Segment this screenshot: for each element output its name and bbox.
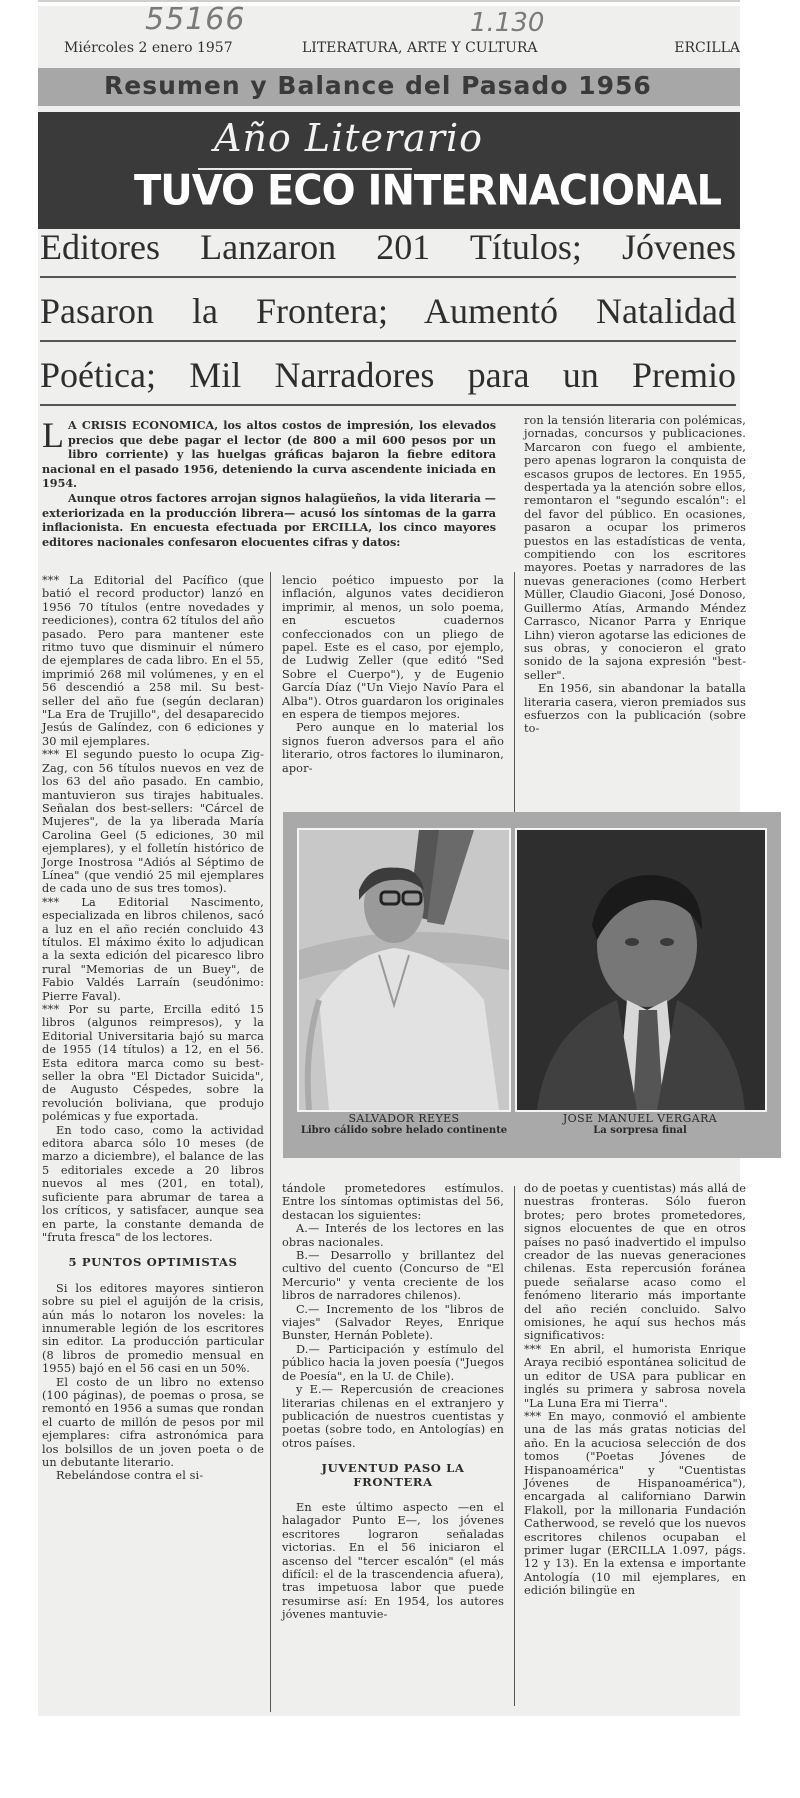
list-item: D.— Participación y estímulo del público hacia la joven poesía ("Juegos de Poesía", en la U. de Chile). (282, 1342, 504, 1383)
column-divider (514, 572, 515, 812)
list-item: C.— Incremento de los "libros de viajes" (Salvador Reyes, Enrique Bunster, Hernán Poblete). (282, 1302, 504, 1343)
paragraph: do de poetas y cuentistas) más allá de nuestras fronteras. Sólo fueron brotes; pero brotes prometedores, signos elocuentes de que en otros países no pasó inadvertido el impulso creador de las nuevas generaciones chilenas. Esta repercusión foránea puede señalarse acaso como el fenómeno literario más importante del año recién concluido. Salvo omisiones, he aquí sus hechos más significativos: (524, 1182, 746, 1343)
subheading: JUVENTUD PASO LA FRONTERA (321, 1461, 465, 1489)
paragraph: *** Por su parte, Ercilla editó 15 libros (algunos reimpresos), y la Editorial Universitaria bajó su marca de 1955 (14 títulos) a 12, en el 56. Esta editora marca como su best-seller la obra "El Dictador Suicida", de Augusto Céspedes, sobre la revolución boliviana, que produjo polémicas y fue exportada. (42, 1003, 264, 1124)
subheading: 5 PUNTOS OPTIMISTAS (68, 1255, 238, 1270)
paragraph: En este último aspecto —en el halagador Punto E—, los jóvenes escritores lograron señaladas victorias. En el 56 iniciaron el ascenso del "tercer escalón" (el más difícil: el de la trascendencia afuera), tras impetuosa labor que puede resumirse así: En 1954, los autores jóvenes mantuvie- (282, 1500, 504, 1622)
column-divider (270, 572, 271, 1712)
handwritten-archive-number: 55166 (145, 2, 246, 37)
paragraph: ron la tensión literaria con polémicas, jornadas, concursos y publicaciones. Marcaron con fuego el ambiente, pero apenas lograron la conquista de escasos grupos de lectores. En 1955, despertada ya la atención sobre ellos, remontaron el "segundo escalón": el del favor del público. En ocasiones, pasaron a ocupar los primeros puestos en las estadísticas de venta, compitiendo con los escritores mayores. Poetas y narradores de las nuevas generaciones (como Herbert Müller, Claudio Giaconi, José Donoso, Guillermo Atías, Armando Méndez Carrasco, Nicanor Parra y Enrique Lihn) vieron agotarse las ediciones de sus obras, y conocieron el grato sonido de la sajona expresión "best-seller". (524, 414, 747, 682)
issue-date: Miércoles 2 enero 1957 (64, 40, 233, 56)
caption-text: La sorpresa final (593, 1125, 687, 1136)
headline-rule (40, 276, 736, 278)
script-title: Año Literario (214, 116, 484, 160)
column-3-top (524, 414, 746, 736)
paragraph: En 1956, sin abandonar la batalla literaria casera, vieron premiados sus esfuerzos con la publicación (sobre to- (524, 682, 746, 736)
column-2-top (282, 574, 504, 775)
main-title: TUVO ECO INTERNACIONAL (134, 166, 721, 216)
lead-text-1: A CRISIS ECONOMICA, los altos costos de impresión, los elevados precios que debe pagar el lector (de 800 a mil 600 pesos por un libro corriente) y las huelgas gráficas bajaron la fiebre editora nacional en el pasado 1956, deteniendo la curva ascendente iniciada en 1954. (42, 418, 496, 491)
paragraph: tándole prometedores estímulos. Entre los síntomas optimistas del 56, destacan los siguientes: (282, 1182, 504, 1222)
headline-line-3: Poética; Mil Narradores para un Premio (40, 355, 736, 395)
paragraph: *** En abril, el humorista Enrique Araya recibió espontánea solicitud de un editor de USA para publicar en inglés su primera y sabrosa novela "La Luna Era mi Tierra". (524, 1342, 746, 1410)
paragraph: *** La Editorial del Pacífico (que batió el record productor) lanzó en 1956 70 títulos (entre novedades y reediciones), contra 62 títulos del año pasado. Pero para mantener este ritmo tuvo que disminuir el número de ejemplares de cada libro. En el 55, imprimió 268 mil volúmenes, y en el 56 descendió a 258 mil. Su best-seller del año fue (según declaran) "La Era de Trujillo", del desaparecido Jesús de Galíndez, con 6 ediciones y 30 mil ejemplares. (42, 574, 264, 748)
clipping-top-edge (38, 0, 740, 2)
paragraph: Pero aunque en lo material los signos fueron adversos para el año literario, otros factores lo iluminaron, apor- (282, 721, 504, 775)
paragraph: lencio poético impuesto por la inflación, algunos vates decidieron imprimir, al menos, un solo poema, en escuetos cuadernos confeccionados con un pliego de papel. Este es el caso, por ejemplo, de Ludwig Zeller (que editó "Sed Sobre el Cuerpo"), y de Eugenio García Díaz ("Un Viejo Navío Para el Alba"). Otros guardaron los originales en espera de tiempos mejores. (282, 574, 504, 722)
caption-name: SALVADOR REYES (348, 1112, 460, 1125)
magazine-name: ERCILLA (674, 40, 740, 56)
paragraph: *** La Editorial Nascimento, especializada en libros chilenos, sacó a luz en el año recién concluido 43 títulos. El máximo éxito lo adjudican a la sexta edición del picaresco libro rural "Memorias de un Buey", de Fabio Valdés Larraín (seudónimo: Pierre Faval). (42, 895, 264, 1003)
paragraph: En todo caso, como la actividad editora abarca sólo 10 meses (de marzo a diciembre), el balance de las 5 editoriales excede a 20 libros nuevos al mes (201, en total), suficiente para abrumar de tarea a los críticos, y satisfacer, aunque sea en parte, la constante demanda de "fruta fresca" de los lectores. (42, 1123, 264, 1244)
list-item: B.— Desarrollo y brillantez del cultivo del cuento (Concurso de "El Mercurio" y venta creciente de los libros de narradores chilenos). (282, 1249, 504, 1303)
headline-rule (40, 340, 736, 342)
photo-caption-right (515, 1112, 765, 1136)
caption-text: Libro cálido sobre helado continente (300, 1125, 508, 1136)
column-divider (514, 1186, 515, 1706)
headline-rule (40, 404, 736, 406)
caption-name: JOSE MANUEL VERGARA (562, 1112, 718, 1125)
band-title: Resumen y Balance del Pasado 1956 (104, 71, 652, 100)
column-3-bottom (524, 1182, 746, 1598)
column-2-bottom (282, 1182, 504, 1622)
handwritten-page-number: 1.130 (470, 8, 545, 38)
photo-jose-manuel-vergara (515, 828, 767, 1112)
photo-panel (283, 812, 781, 1158)
headline-line-1: Editores Lanzaron 201 Títulos; Jóvenes (40, 227, 736, 267)
masthead (38, 40, 740, 62)
portrait-man-glasses-image (299, 830, 509, 1110)
headline-line-2: Pasaron la Frontera; Aumentó Natalidad (40, 291, 736, 331)
lead-paragraph (42, 415, 496, 549)
drop-cap: L (42, 415, 64, 455)
paragraph: Rebelándose contra el si- (56, 1469, 204, 1483)
paragraph: Si los editores mayores sintieron sobre su piel el aguijón de la crisis, aún más lo notaron los noveles: la innumerable legión de los escritores sin editor. La producción particular (8 libros de promedio mensual en 1955) bajó en el 56 casi en un 50%. (42, 1281, 264, 1376)
banner-dark (38, 112, 740, 229)
lead-text-2: Aunque otros factores arrojan signos halagüeños, la vida literaria —exteriorizada en la producción librera— acusó los síntomas de la garra inflacionista. En encuesta efectuada por ERCILLA, los cinco mayores editores nacionales confesaron elocuentes cifras y datos: (42, 490, 496, 549)
paragraph: El costo de un libro no extenso (100 páginas), de poemas o prosa, se remontó en 1956 a sumas que rondan el cuarto de millón de pesos por mil ejemplares: cifra astronómica para los bolsillos de un joven poeta o de un debutante literario. (42, 1375, 264, 1469)
paragraph: *** El segundo puesto lo ocupa Zig-Zag, con 56 títulos nuevos en vez de los 63 del año pasado. En cambio, mantuvieron sus tirajes habituales. Señalan dos best-sellers: "Cárcel de Mujeres", de la ya liberada María Carolina Geel (5 ediciones, 30 mil ejemplares), y el folletín histórico de Jorge Inostrosa "Adiós al Séptimo de Línea" (que vendió 25 mil ejemplares de cada uno de sus tres tomos). (42, 748, 264, 896)
photo-caption-left (297, 1112, 511, 1136)
column-1 (42, 574, 264, 1483)
list-item: A.— Interés de los lectores en las obras nacionales. (282, 1222, 504, 1249)
portrait-man-suit-image (517, 830, 765, 1110)
photo-salvador-reyes (297, 828, 511, 1112)
list-item: y E.— Repercusión de creaciones literarias chilenas en el extranjero y publicación de nuestros cuentistas y poetas (sobre todo, en Antologías) en otros países. (282, 1383, 504, 1450)
summary-band (38, 68, 740, 106)
paragraph: *** En mayo, conmovió el ambiente una de las más gratas noticias del año. En la acuciosa selección de dos tomos ("Poetas Jóvenes de Hispanoamérica" y "Cuentistas Jóvenes de Hispanoamérica"), encargada al californiano Darwin Flakoll, por la millonaria Fundación Catherwood, se reveló que los nuevos escritores chilenos ocupaban el primer lugar (ERCILLA 1.097, págs. 12 y 13). En la extensa e importante Antología (10 mil ejemplares, en edición bilingüe en (524, 1409, 746, 1598)
section-name: LITERATURA, ARTE Y CULTURA (302, 40, 538, 56)
